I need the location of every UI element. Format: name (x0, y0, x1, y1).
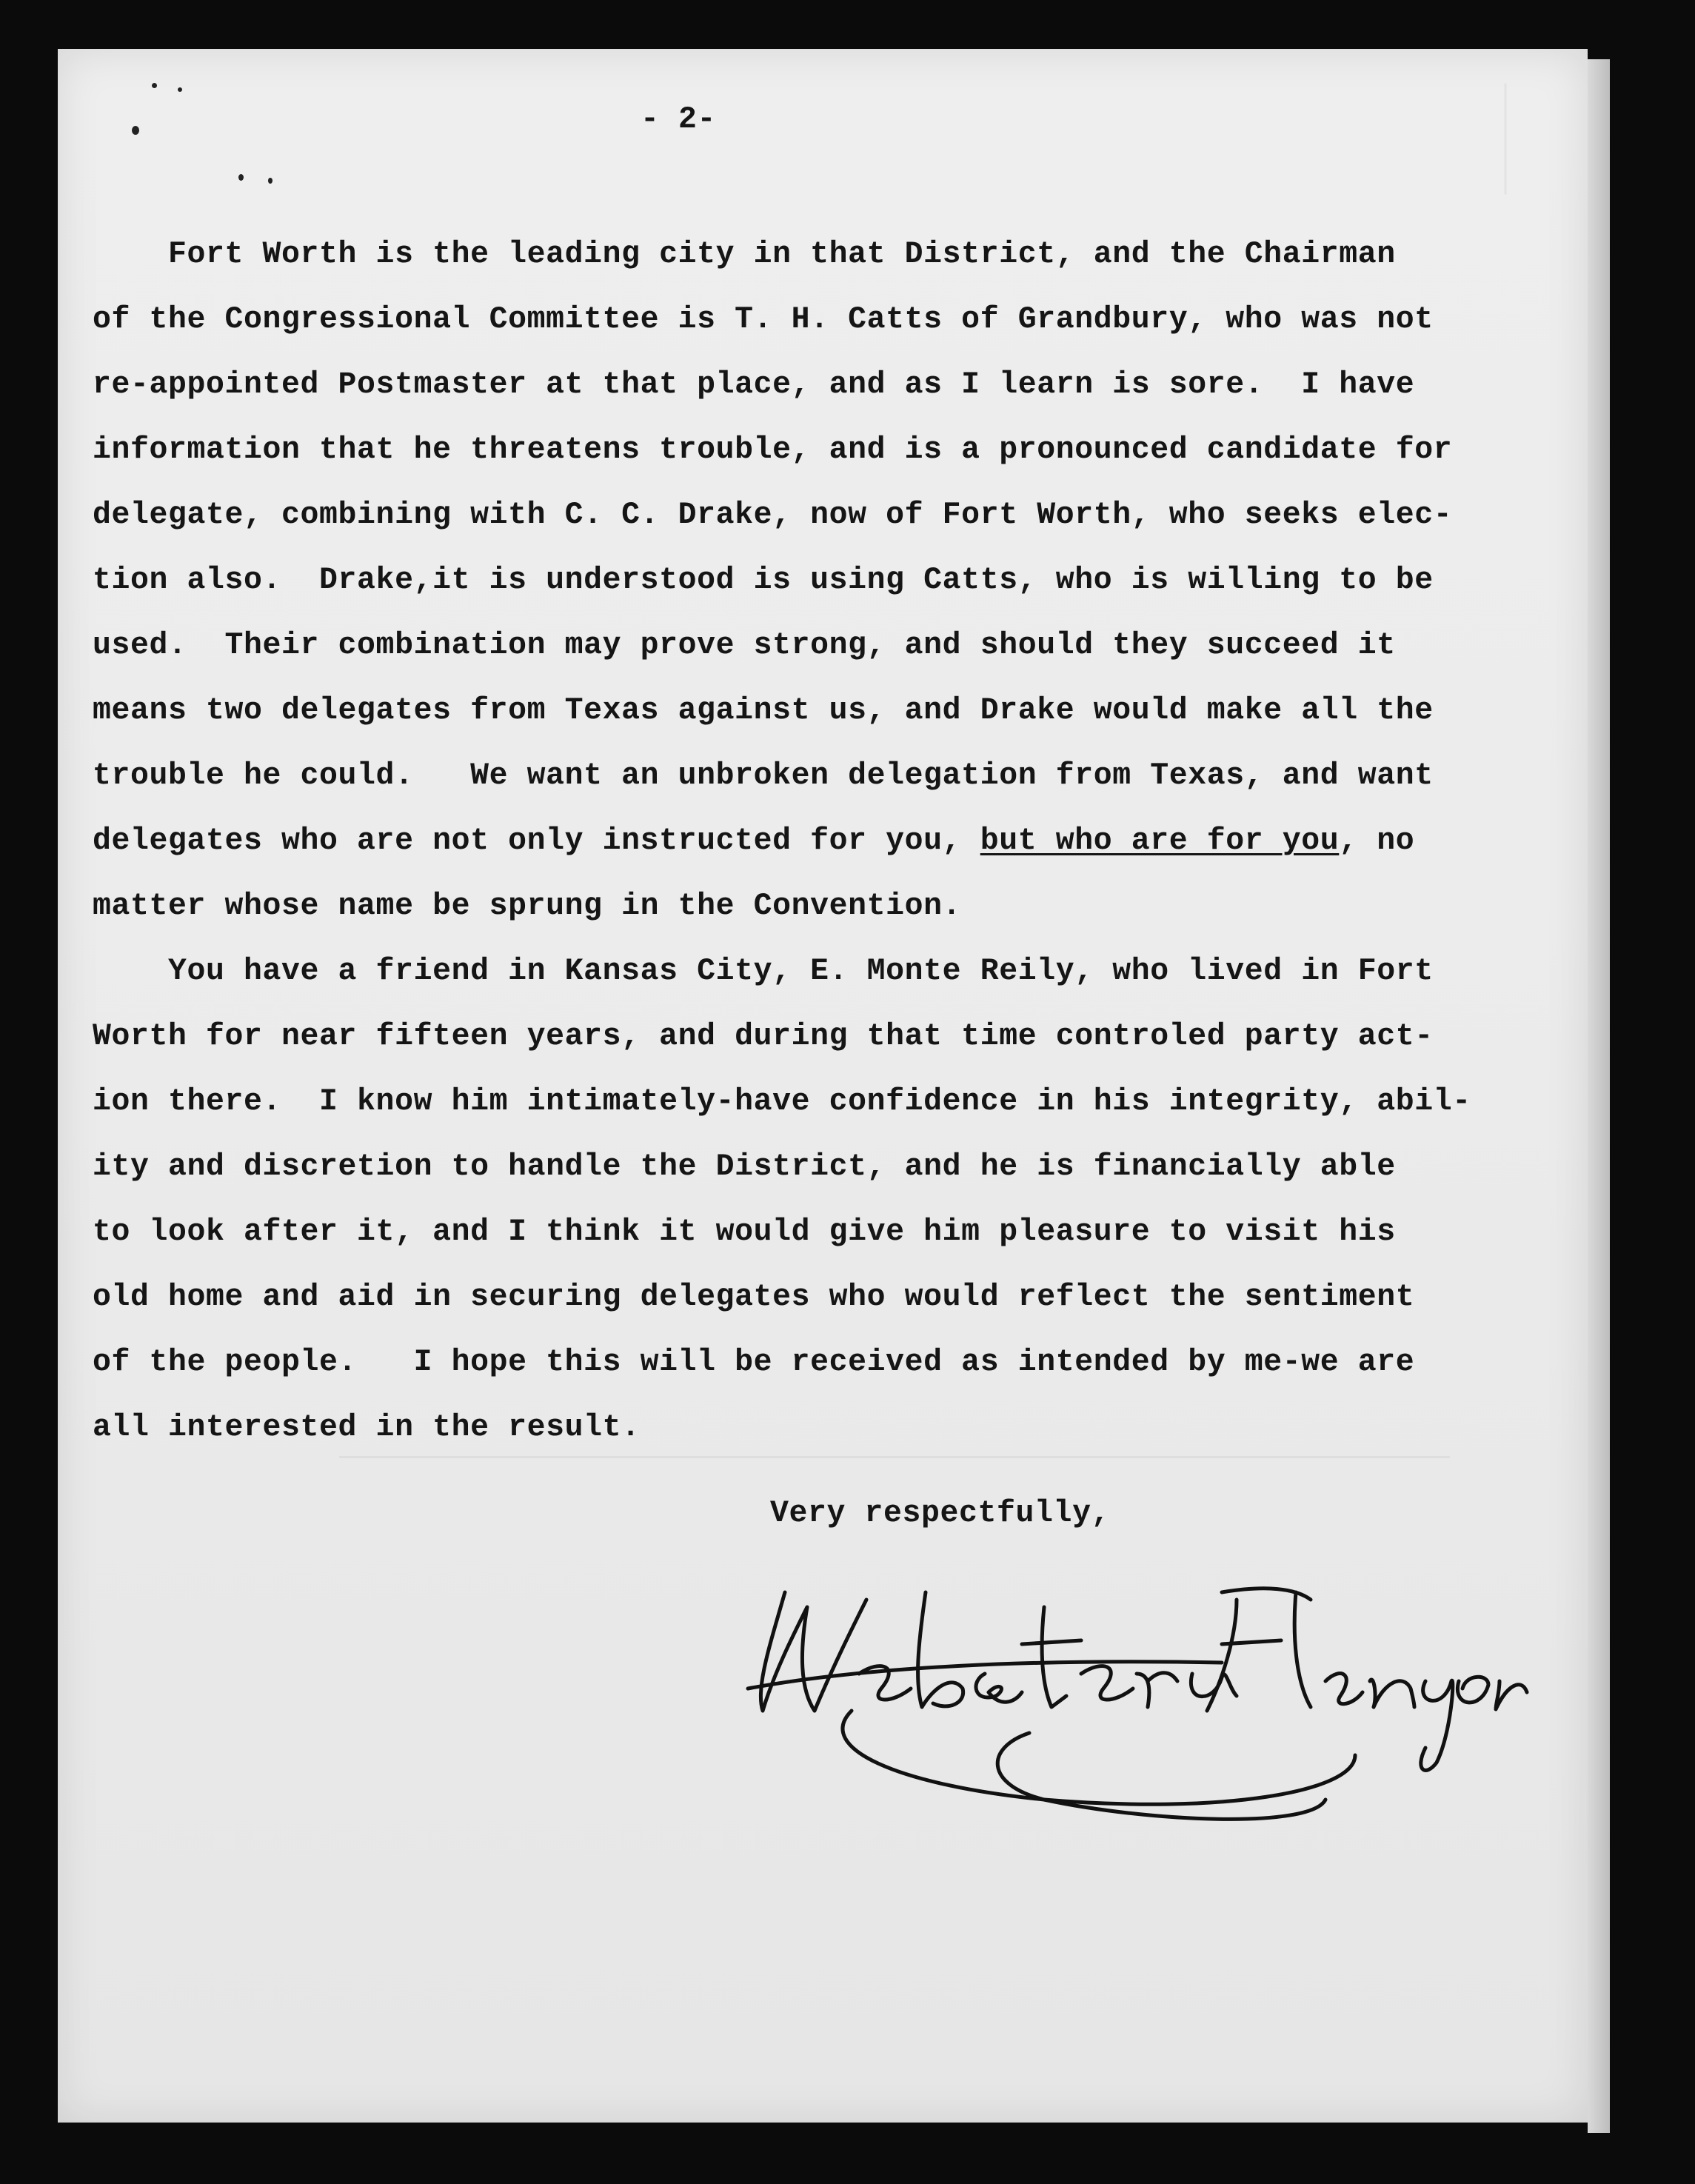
letter-line (93, 809, 1471, 874)
letter-line (93, 548, 1471, 613)
line-text: used. Their combination may prove strong, and should they succeed it (93, 628, 1396, 663)
letter-line (93, 287, 1471, 353)
line-text: to look after it, and I think it would give him pleasure to visit his (93, 1215, 1396, 1249)
line-text: Worth for near fifteen years, and during that time controled party act- (93, 1019, 1434, 1054)
speck (152, 83, 157, 88)
line-text: of the Congressional Committee is T. H. Catts of Grandbury, who was not (93, 302, 1434, 337)
line-text: delegates who are not only instructed for you, (93, 824, 980, 858)
line-text: , no (1339, 824, 1415, 858)
line-text: all interested in the result. (93, 1410, 641, 1445)
signature (703, 1563, 1533, 1874)
letter-line (93, 1395, 1471, 1460)
speck (268, 178, 273, 184)
line-text: trouble he could. We want an unbroken delegation from Texas, and want (93, 758, 1434, 793)
letter-line (93, 1265, 1471, 1330)
letter-body (93, 222, 1471, 1460)
signature-name: Webster Flanagan (1112, 1866, 1124, 1867)
letter-line (93, 483, 1471, 548)
letter-line (93, 353, 1471, 418)
speck (238, 174, 244, 181)
closing: Very respectfully, (770, 1496, 1111, 1531)
line-text: delegate, combining with C. C. Drake, now of Fort Worth, who seeks elec- (93, 498, 1453, 532)
line-text: ity and discretion to handle the District, and he is financially able (93, 1149, 1396, 1184)
letter-line (93, 1069, 1471, 1135)
line-text: tion also. Drake,it is understood is using Catts, who is willing to be (93, 563, 1434, 598)
letter-line (93, 1004, 1471, 1069)
letter-line (93, 874, 1471, 939)
line-text: information that he threatens trouble, and is a pronounced candidate for (93, 433, 1453, 467)
letter-line (93, 418, 1471, 483)
line-text: You have a friend in Kansas City, E. Monte Reily, who lived in Fort (93, 954, 1434, 989)
line-text: ion there. I know him intimately-have confidence in his integrity, abil- (93, 1084, 1471, 1119)
letter-line (93, 1200, 1471, 1265)
line-text: old home and aid in securing delegates who would reflect the sentiment (93, 1280, 1415, 1315)
letter-line (93, 744, 1471, 809)
underlined-phrase: but who are for you (980, 824, 1340, 858)
line-text: of the people. I hope this will be received as intended by me-we are (93, 1345, 1415, 1380)
line-text: Fort Worth is the leading city in that District, and the Chairman (93, 237, 1396, 272)
bleed-mark (1505, 84, 1507, 195)
speck (132, 126, 139, 135)
letter-line (93, 222, 1471, 287)
letter-line (93, 678, 1471, 744)
speck (178, 87, 182, 92)
letter-line (93, 1135, 1471, 1200)
letter-line (93, 939, 1471, 1004)
letter-line (93, 1330, 1471, 1395)
line-text: means two delegates from Texas against us, and Drake would make all the (93, 693, 1434, 728)
line-text: matter whose name be sprung in the Convention. (93, 889, 962, 924)
line-text: re-appointed Postmaster at that place, and as I learn is sore. I have (93, 367, 1415, 402)
page-number: - 2- (641, 102, 717, 137)
letter-line (93, 613, 1471, 678)
underlying-sheet-edge (1588, 59, 1610, 2133)
